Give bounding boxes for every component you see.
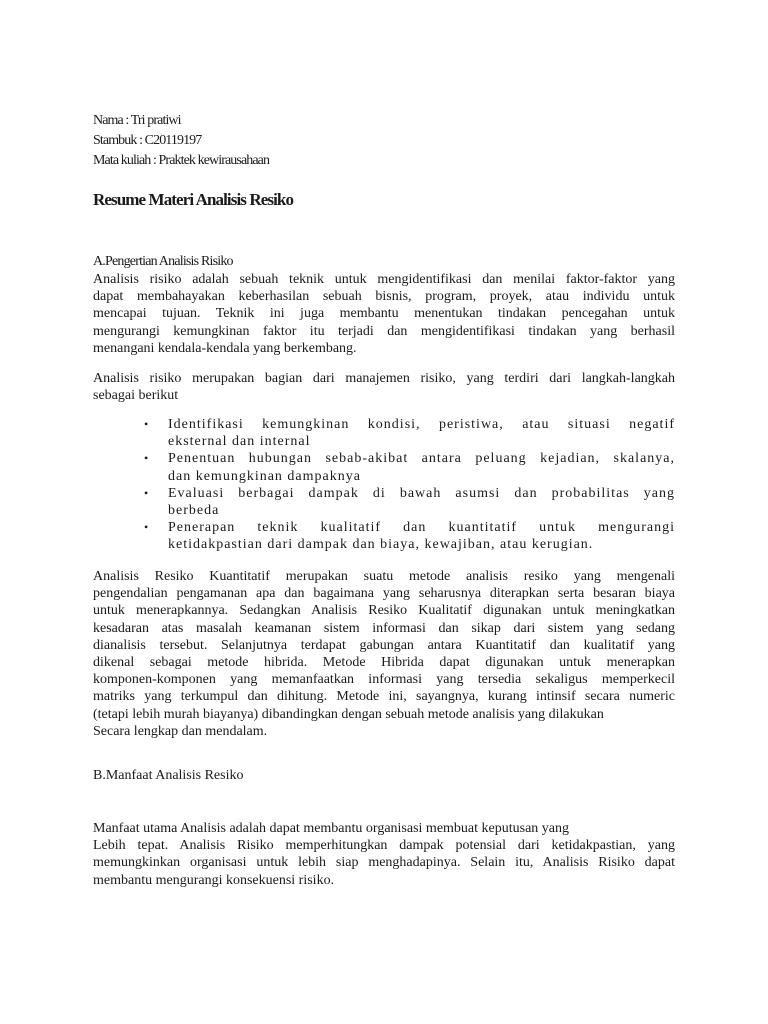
text-line: Secara lengkap dan mendalam. [93,723,268,739]
text-line: mengurangi kemungkinan faktor itu terjadi dan mengidentifikasi tindakan yang berhasil [93,323,675,339]
list-item [140,450,675,484]
text-line: Penentuan hubungan sebab-akibat antara peluang kejadian, skalanya, [168,451,675,467]
bullet-icon: • [144,485,149,500]
text-line: matriks yang terkumpul dan dihitung. Metode ini, sayangnya, kurang intinsif secara numeric [93,689,675,705]
document-title: Resume Materi Analisis Resiko [93,190,294,209]
header-nama: Nama : Tri pratiwi [93,113,181,128]
text-line: untuk menerapkannya. Sedangkan Analisis Resiko Kualitatif digunakan untuk meningkatkan [93,603,675,619]
text-line: komponen-komponen yang memanfaatkan informasi yang tersedia sekaligus memperkecil [93,672,675,688]
list-item [140,485,675,519]
text-line: kesadaran atas masalah keamanan sistem informasi dan sikap dari sistem yang sedang [93,620,675,636]
text-line: Analisis risiko merupakan bagian dari manajemen risiko, yang terdiri dari langkah-langkah [93,371,675,386]
text-line: berbeda [168,503,220,519]
steps-list [140,416,675,554]
bullet-icon: • [144,520,149,535]
text-line: pengendalian pengamanan apa dan bagaimana yang seharusnya diterapkan serta besaran biaya [93,586,675,602]
text-line: dan kemungkinan dampaknya [168,468,361,484]
section-a-heading: A.Pengertian Analisis Risiko [93,254,233,269]
section-a-paragraph-2 [93,370,675,404]
text-line: dianalisis tersebut. Selanjutnya terdapat gabungan antara Kuantitatif dan kualitatif yang [93,637,675,653]
bullet-icon: • [144,451,149,466]
text-line: mencapai tujuan. Teknik ini juga membantu menentukan tindakan pencegahan untuk [93,306,675,322]
text-line: dikenal sebagai metode hibrida. Metode Hibrida dapat digunakan untuk menerapkan [93,655,675,671]
text-line: membantu mengurangi konsekuensi risiko. [93,872,335,888]
text-line: Analisis Resiko Kuantitatif merupakan suatu metode analisis resiko yang mengenali [93,569,675,584]
section-b-heading: B.Manfaat Analisis Resiko [93,768,244,783]
text-line: ketidakpastian dari dampak dan biaya, kewajiban, atau kerugian. [168,537,594,553]
text-line: sebagai berikut [93,388,179,404]
text-line: Manfaat utama Analisis adalah dapat membantu organisasi membuat keputusan yang [93,821,569,836]
bullet-icon: • [144,417,149,431]
text-line: menangani kendala-kendala yang berkembang. [93,340,357,356]
text-line: Penerapan teknik kualitatif dan kuantitatif untuk mengurangi [168,520,675,536]
text-line: (tetapi lebih murah biayanya) dibandingkan dengan sebuah metode analisis yang dilakukan [93,706,604,722]
section-a-paragraph-3 [93,568,675,740]
list-item [140,519,675,553]
text-line: Lebih tepat. Analisis Risiko memperhitungkan dampak potensial dari ketidakpastian, yang [93,838,675,854]
text-line: Evaluasi berbagai dampak di bawah asumsi dan probabilitas yang [168,485,675,501]
text-line: memungkinkan organisasi untuk lebih siap menghadapinya. Selain itu, Analisis Risiko dapat [93,855,675,871]
list-item [140,416,675,450]
text-line: Analisis risiko adalah sebuah teknik untuk mengidentifikasi dan menilai faktor-faktor yang [93,272,675,287]
header-stambuk: Stambuk : C20119197 [93,133,202,148]
header-mata-kuliah: Mata kuliah : Praktek kewirausahaan [93,153,270,168]
text-line: Identifikasi kemungkinan kondisi, peristiwa, atau situasi negatif [168,417,675,432]
text-line: eksternal dan internal [168,434,311,450]
section-b-paragraph-1 [93,820,675,889]
section-a-paragraph-1 [93,271,675,357]
text-line: dapat membahayakan keberhasilan sebuah bisnis, program, proyek, atau individu untuk [93,289,675,305]
